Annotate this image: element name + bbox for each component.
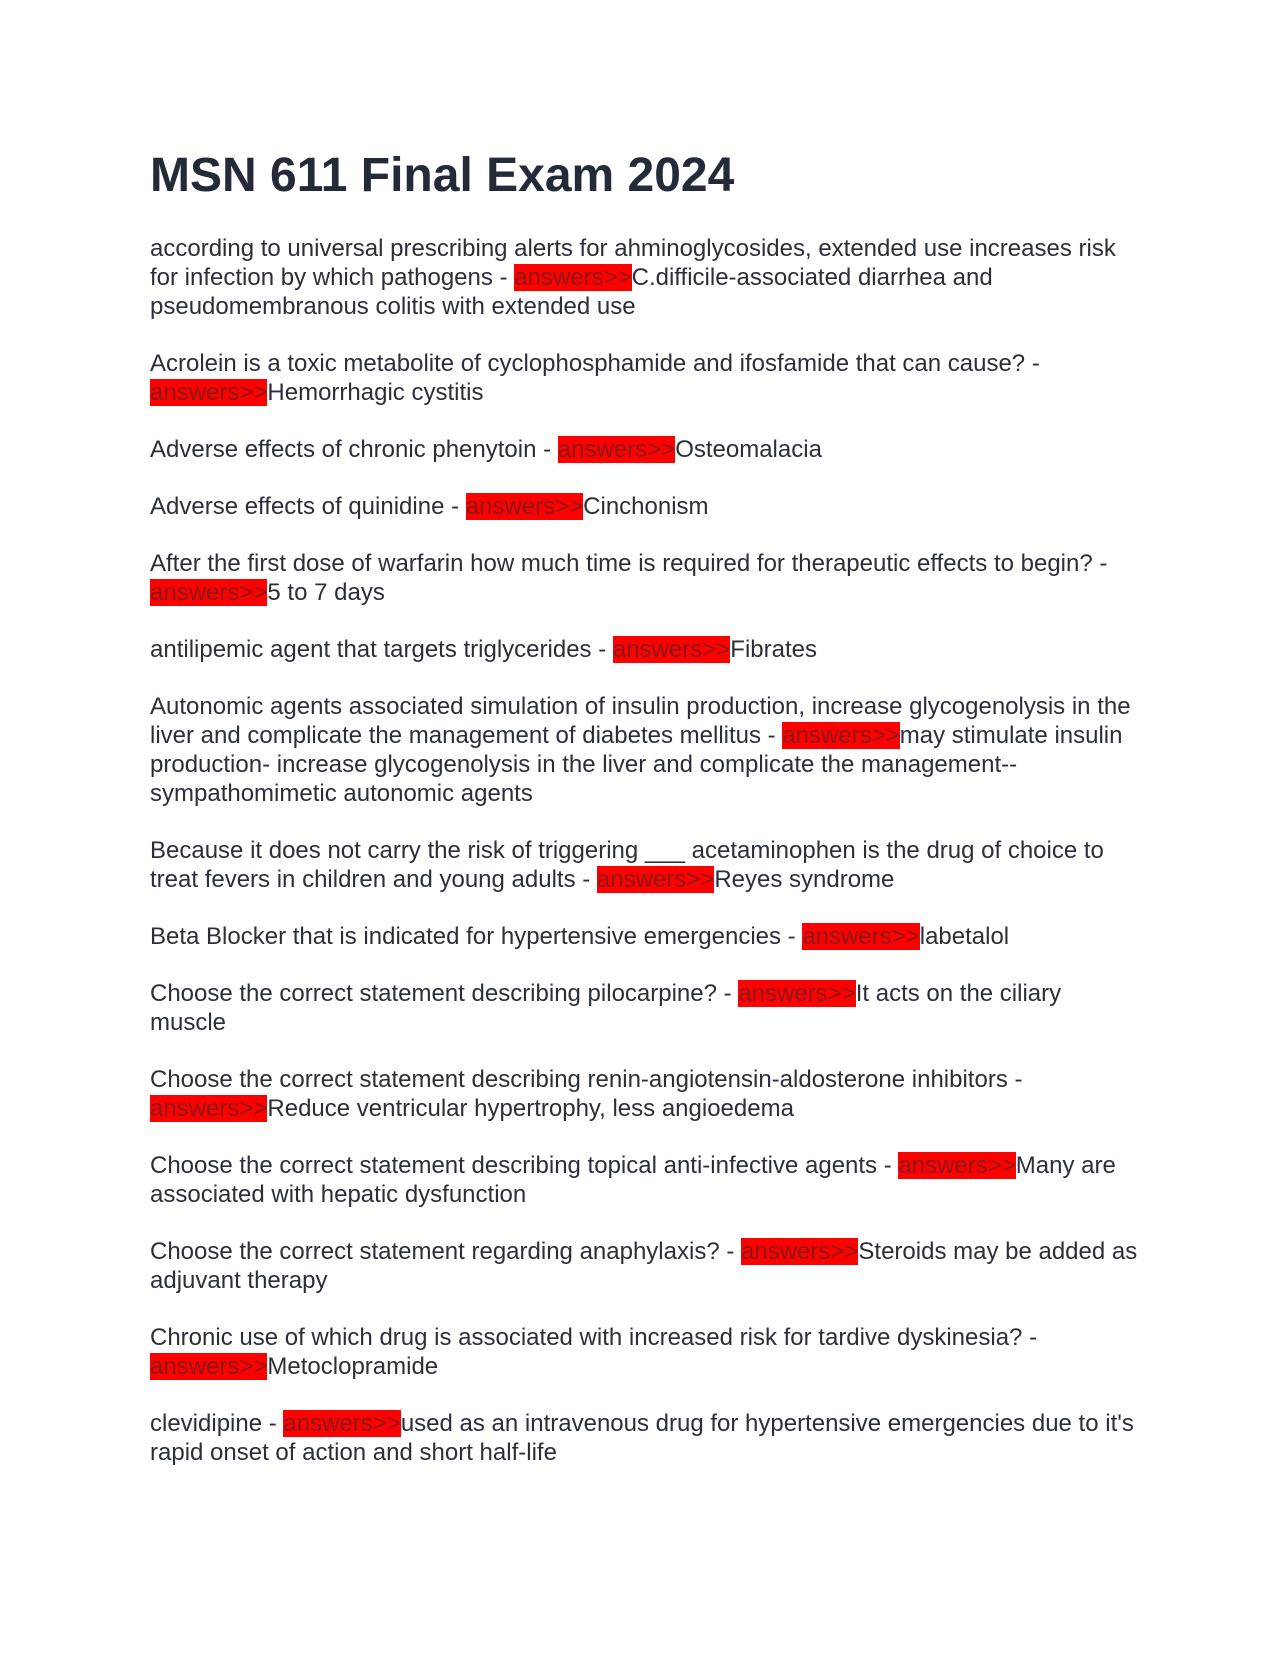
- question-text: Autonomic agents associated simulation of insulin production, increase glycogenolysis in the liver and complicate the management of diabetes mellitus -: [150, 693, 1131, 749]
- question-text: Adverse effects of quinidine -: [150, 493, 466, 520]
- qa-entry: [150, 1237, 1140, 1295]
- qa-entry: [150, 492, 1140, 521]
- question-text: Choose the correct statement describing renin-angiotensin-aldosterone inhibitors -: [150, 1066, 1023, 1093]
- question-text: Choose the correct statement describing pilocarpine? -: [150, 980, 739, 1007]
- question-text: antilipemic agent that targets triglycerides -: [150, 636, 613, 663]
- answer-marker: answers>>: [150, 379, 268, 406]
- qa-entry: [150, 1065, 1140, 1123]
- question-text: Choose the correct statement describing topical anti-infective agents -: [150, 1152, 899, 1179]
- answer-marker: answers>>: [557, 436, 676, 463]
- answer-marker: answers>>: [898, 1152, 1016, 1179]
- qa-list: [150, 234, 1140, 1467]
- question-text: Beta Blocker that is indicated for hypertensive emergencies -: [150, 923, 803, 950]
- answer-marker: answers>>: [150, 1353, 268, 1380]
- answer-marker: answers>>: [802, 923, 920, 950]
- qa-entry: [150, 435, 1140, 464]
- answer-text: used as an intravenous drug for hypertensive emergencies due to it's rapid onset of action and short half-life: [150, 1410, 1134, 1466]
- question-text: Choose the correct statement regarding anaphylaxis? -: [150, 1238, 741, 1265]
- answer-text: Reyes syndrome: [714, 866, 895, 893]
- document-page: [150, 148, 1140, 1495]
- answer-text: 5 to 7 days: [267, 579, 385, 606]
- answer-marker: answers>>: [150, 579, 268, 606]
- answer-text: It acts on the ciliary muscle: [150, 980, 1062, 1036]
- question-text: Acrolein is a toxic metabolite of cyclophosphamide and ifosfamide that can cause? -: [150, 350, 1040, 377]
- question-text: clevidipine -: [150, 1410, 284, 1437]
- answer-text: Steroids may be added as adjuvant therapy: [150, 1238, 1138, 1294]
- answer-text: Many are associated with hepatic dysfunction: [150, 1152, 1116, 1208]
- question-text: Because it does not carry the risk of triggering ___ acetaminophen is the drug of choice to treat fevers in children and young adults -: [150, 837, 1104, 893]
- qa-entry: [150, 1409, 1140, 1467]
- qa-entry: [150, 234, 1140, 321]
- answer-marker: answers>>: [283, 1410, 401, 1437]
- answer-text: labetalol: [919, 923, 1010, 950]
- answer-marker: answers>>: [782, 722, 900, 749]
- answer-text: Hemorrhagic cystitis: [267, 379, 484, 406]
- answer-marker: answers>>: [596, 866, 715, 893]
- answer-text: Metoclopramide: [267, 1353, 439, 1380]
- document-title: MSN 611 Final Exam 2024: [150, 149, 735, 202]
- qa-entry: [150, 1151, 1140, 1209]
- answer-marker: answers>>: [465, 493, 584, 520]
- answer-marker: answers>>: [612, 636, 731, 663]
- question-text: Chronic use of which drug is associated with increased risk for tardive dyskinesia? -: [150, 1324, 1038, 1351]
- answer-text: Osteomalacia: [675, 436, 822, 463]
- question-text: After the first dose of warfarin how much time is required for therapeutic effects to begin? -: [150, 550, 1108, 577]
- answer-text: Cinchonism: [583, 493, 709, 520]
- answer-text: Reduce ventricular hypertrophy, less angioedema: [267, 1095, 794, 1122]
- answer-marker: answers>>: [741, 1238, 859, 1265]
- qa-entry: [150, 692, 1140, 808]
- question-text: Adverse effects of chronic phenytoin -: [150, 436, 558, 463]
- qa-entry: [150, 979, 1140, 1037]
- qa-entry: [150, 549, 1140, 607]
- question-text: according to universal prescribing alerts for ahminoglycosides, extended use increases risk for infection by which pathogens -: [150, 235, 1116, 291]
- answer-text: C.difficile-associated diarrhea and pseudomembranous colitis with extended use: [150, 264, 993, 320]
- answer-marker: answers>>: [150, 1095, 268, 1122]
- qa-entry: [150, 836, 1140, 894]
- qa-entry: [150, 1323, 1140, 1381]
- answer-text: may stimulate insulin production- increase glycogenolysis in the liver and complicate the management--sympathomimetic autonomic agents: [150, 722, 1123, 807]
- answer-text: Fibrates: [730, 636, 817, 663]
- answer-marker: answers>>: [738, 980, 856, 1007]
- qa-entry: [150, 635, 1140, 664]
- qa-entry: [150, 922, 1140, 951]
- answer-marker: answers>>: [514, 264, 632, 291]
- qa-entry: [150, 349, 1140, 407]
